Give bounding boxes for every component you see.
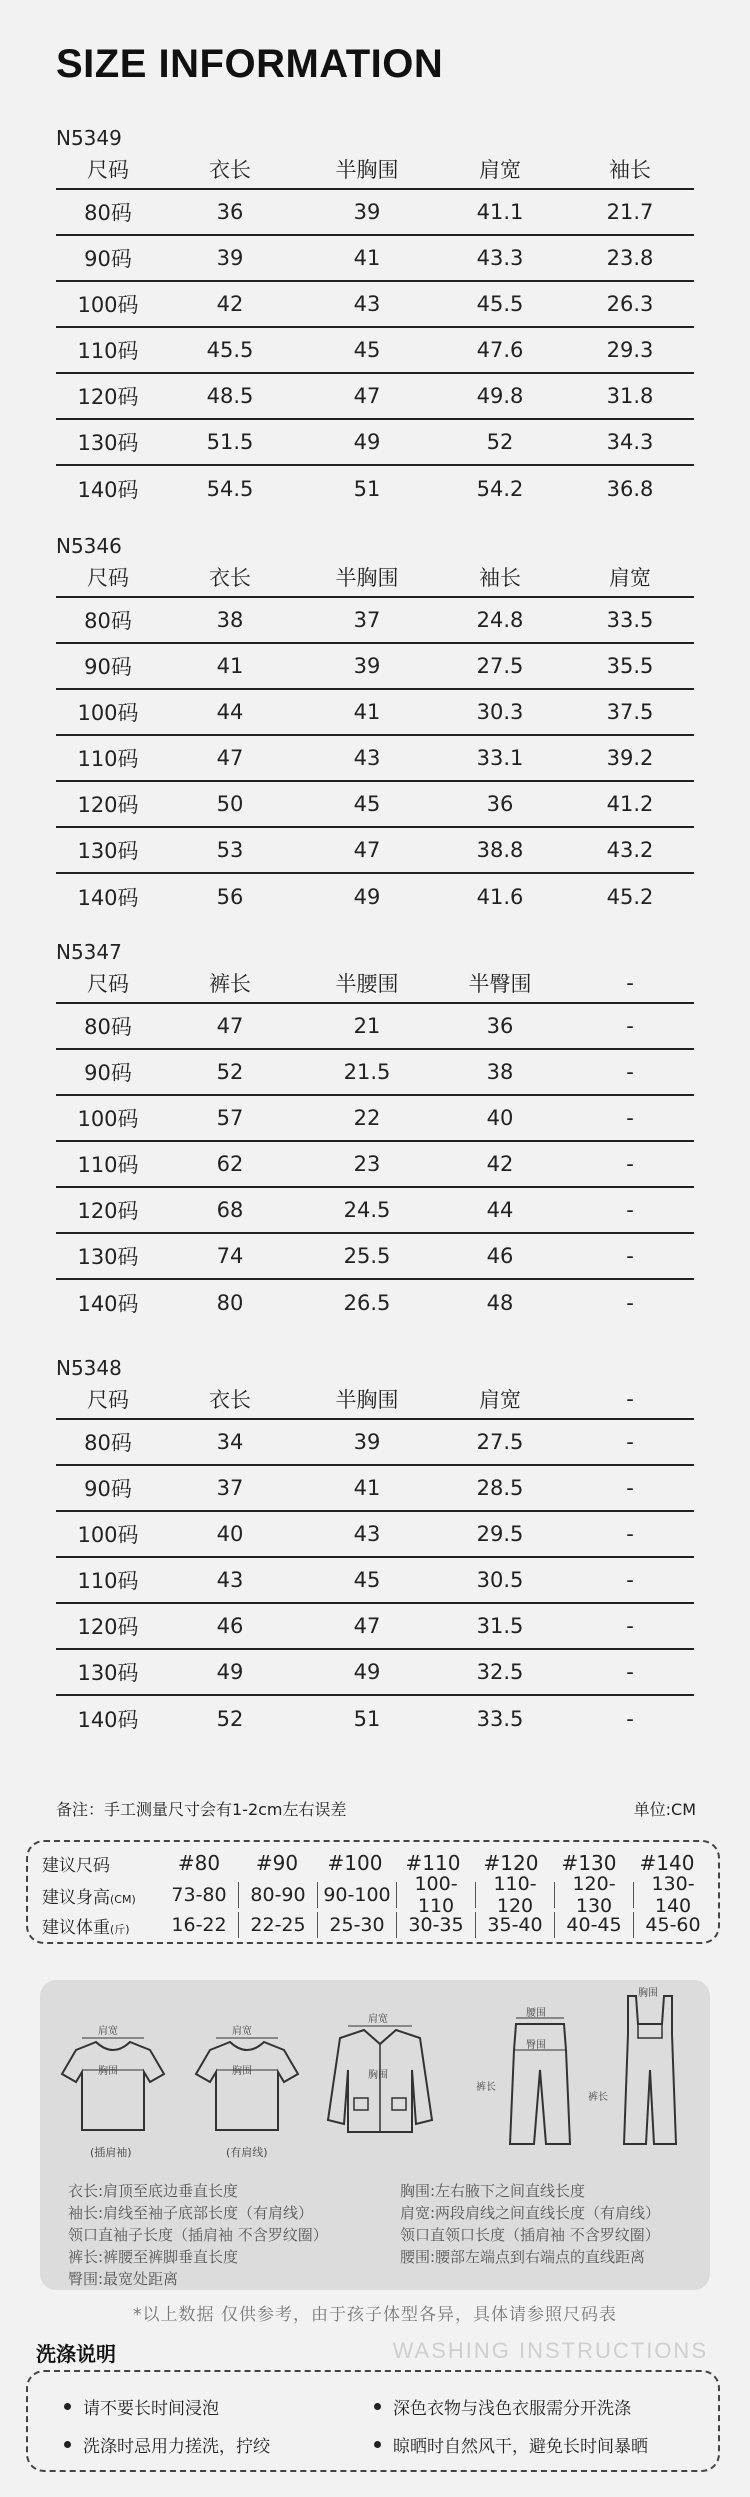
table-cell: 50 xyxy=(216,792,244,816)
table-cell: 41.2 xyxy=(606,792,654,816)
table-cell: 41 xyxy=(216,654,244,678)
table-row xyxy=(56,374,694,420)
table-cell: 24.5 xyxy=(343,1198,391,1222)
size-value: #140 xyxy=(639,1851,695,1875)
definition-line: 肩宽:两段肩线之间直线长度（有肩线） xyxy=(400,2204,661,2222)
height-label-text: 建议身高 xyxy=(42,1887,110,1908)
table-cell: 41.6 xyxy=(476,885,524,909)
table-cell: - xyxy=(626,1014,634,1038)
height-value: 73-80 xyxy=(171,1884,227,1906)
header-cell: 尺码 xyxy=(87,1388,129,1412)
table-row xyxy=(56,690,694,736)
table-row xyxy=(56,466,694,512)
table-cell: 52 xyxy=(486,430,514,454)
table-cell: 37 xyxy=(353,608,381,632)
table-cell: 22 xyxy=(353,1106,381,1130)
washing-item xyxy=(64,2394,219,2419)
weight-label-text: 建议体重 xyxy=(42,1917,110,1938)
table-cell: 130码 xyxy=(77,431,139,455)
washing-item-text: 晾晒时自然风干，避免长时间暴晒 xyxy=(393,2437,648,2457)
table-cell: 120码 xyxy=(77,793,139,817)
table-cell: 41 xyxy=(353,246,381,270)
washing-item-text: 请不要长时间浸泡 xyxy=(83,2399,219,2419)
measurement-note: 备注：手工测量尺寸会有1-2cm左右误差 xyxy=(56,1800,347,1819)
table-cell: - xyxy=(626,1476,634,1500)
note-row xyxy=(56,1797,696,1820)
table-row xyxy=(56,282,694,328)
table-cell: 31.8 xyxy=(606,384,654,408)
bullet-icon xyxy=(374,2441,381,2448)
table-cell: 49.8 xyxy=(476,384,524,408)
header-cell: 尺码 xyxy=(87,972,129,996)
table-cell: 46 xyxy=(216,1614,244,1638)
table-cell: 29.3 xyxy=(606,338,654,362)
table-cell: 26.3 xyxy=(606,292,654,316)
table-cell: 80 xyxy=(216,1291,244,1315)
table-cell: 36 xyxy=(486,792,514,816)
table-cell: 110码 xyxy=(77,747,139,771)
raglan-tshirt-figure xyxy=(58,2030,168,2140)
hip-label: 臀围 xyxy=(526,2040,546,2051)
table-cell: 42 xyxy=(486,1152,514,1176)
weight-unit: (斤) xyxy=(110,1922,130,1936)
table-cell: 74 xyxy=(216,1244,244,1268)
table-cell: 90码 xyxy=(84,1061,132,1085)
shoulder-tshirt-figure xyxy=(192,2030,302,2140)
table-cell: 53 xyxy=(216,838,244,862)
table-cell: 140码 xyxy=(77,1708,139,1732)
table-cell: - xyxy=(626,1106,634,1130)
table-cell: - xyxy=(626,1707,634,1731)
table-cell: 43 xyxy=(216,1568,244,1592)
table-row xyxy=(56,644,694,690)
table-cell: 30.5 xyxy=(476,1568,524,1592)
definition-line: 袖长:肩线至袖子底部长度（有肩线） xyxy=(68,2204,314,2222)
washing-item-text: 深色衣物与浅色衣服需分开洗涤 xyxy=(393,2399,631,2419)
table-cell: 100码 xyxy=(77,1107,139,1131)
table-cell: 34 xyxy=(216,1430,244,1454)
table-cell: 140码 xyxy=(77,886,139,910)
table-cell: 80码 xyxy=(84,609,132,633)
weight-value: 16-22 xyxy=(171,1914,227,1936)
table-cell: 130码 xyxy=(77,839,139,863)
table-cell: - xyxy=(626,1198,634,1222)
table-cell: 34.3 xyxy=(606,430,654,454)
size-value: #100 xyxy=(327,1851,383,1875)
washing-item xyxy=(374,2432,648,2457)
table-cell: 38 xyxy=(486,1060,514,1084)
table-cell: 38.8 xyxy=(476,838,524,862)
shoulder-label: 肩宽 xyxy=(368,2014,388,2025)
table-cell: - xyxy=(626,1291,634,1315)
page-title: SIZE INFORMATION xyxy=(56,42,444,86)
table-cell: - xyxy=(626,1430,634,1454)
table-cell: 68 xyxy=(216,1198,244,1222)
table-cell: 49 xyxy=(353,1660,381,1684)
size-table-n5347 xyxy=(56,940,694,1326)
table-header xyxy=(56,150,694,190)
table-cell: 48 xyxy=(486,1291,514,1315)
table-header xyxy=(56,1380,694,1420)
table-cell: 45 xyxy=(353,792,381,816)
header-cell: 尺码 xyxy=(87,158,129,182)
table-cell: 33.5 xyxy=(606,608,654,632)
chest-label: 胸围 xyxy=(98,2066,118,2077)
table-cell: 120码 xyxy=(77,1199,139,1223)
definition-line: 裤长:裤腰至裤脚垂直长度 xyxy=(68,2248,239,2266)
table-cell: 40 xyxy=(486,1106,514,1130)
washing-box xyxy=(26,2370,720,2472)
height-value: 80-90 xyxy=(250,1884,306,1906)
product-code: N5347 xyxy=(56,940,122,964)
table-cell: 36 xyxy=(216,200,244,224)
weight-value: 30-35 xyxy=(408,1914,464,1936)
table-row xyxy=(56,828,694,874)
pants-length-label: 裤长 xyxy=(588,2092,608,2103)
height-value: 130-140 xyxy=(651,1873,695,1917)
table-cell: 41.1 xyxy=(476,200,524,224)
table-cell: 37 xyxy=(216,1476,244,1500)
table-row xyxy=(56,420,694,466)
weight-value: 22-25 xyxy=(250,1914,306,1936)
table-cell: 51.5 xyxy=(206,430,254,454)
table-row xyxy=(56,1466,694,1512)
table-cell: 23 xyxy=(353,1152,381,1176)
recommend-height-row xyxy=(42,1873,712,1917)
header-cell: 衣长 xyxy=(209,158,251,182)
table-cell: 32.5 xyxy=(476,1660,524,1684)
table-cell: 120码 xyxy=(77,1615,139,1639)
table-cell: 110码 xyxy=(77,1153,139,1177)
header-cell: - xyxy=(626,971,634,995)
table-row xyxy=(56,1050,694,1096)
measurement-diagram xyxy=(40,1980,710,2290)
table-cell: 21.5 xyxy=(343,1060,391,1084)
table-row xyxy=(56,1142,694,1188)
table-row xyxy=(56,1420,694,1466)
table-row xyxy=(56,1004,694,1050)
height-value: 100-110 xyxy=(414,1873,458,1917)
table-cell: 130码 xyxy=(77,1245,139,1269)
size-table-n5348 xyxy=(56,1356,694,1742)
table-cell: 80码 xyxy=(84,1431,132,1455)
table-header xyxy=(56,964,694,1004)
recommend-weight-label xyxy=(42,1913,160,1938)
table-cell: 33.5 xyxy=(476,1707,524,1731)
product-code: N5349 xyxy=(56,126,122,150)
washing-item-text: 洗涤时忌用力搓洗，拧绞 xyxy=(83,2437,270,2457)
table-cell: 37.5 xyxy=(606,700,654,724)
table-cell: 43.2 xyxy=(606,838,654,862)
table-cell: 44 xyxy=(216,700,244,724)
table-row xyxy=(56,874,694,920)
table-cell: 57 xyxy=(216,1106,244,1130)
table-cell: 45.5 xyxy=(476,292,524,316)
table-cell: - xyxy=(626,1660,634,1684)
recommend-size-label: 建议尺码 xyxy=(42,1855,110,1876)
table-cell: 140码 xyxy=(77,478,139,502)
table-cell: 47 xyxy=(353,1614,381,1638)
table-cell: 26.5 xyxy=(343,1291,391,1315)
pants-figure xyxy=(500,2010,580,2150)
table-cell: 23.8 xyxy=(606,246,654,270)
table-cell: 43.3 xyxy=(476,246,524,270)
table-cell: 36.8 xyxy=(606,477,654,501)
washing-title-en: WASHING INSTRUCTIONS xyxy=(392,2338,708,2363)
table-row xyxy=(56,1096,694,1142)
table-cell: 47 xyxy=(353,384,381,408)
header-cell: 半胸围 xyxy=(335,158,399,182)
with-shoulder-caption: (有肩线) xyxy=(226,2146,268,2159)
header-cell: 衣长 xyxy=(209,1388,251,1412)
header-cell: 半臀围 xyxy=(468,972,532,996)
table-cell: 80码 xyxy=(84,1015,132,1039)
table-cell: 31.5 xyxy=(476,1614,524,1638)
table-row xyxy=(56,598,694,644)
unit-label: 单位:CM xyxy=(633,1800,696,1819)
table-cell: 51 xyxy=(353,1707,381,1731)
table-cell: 28.5 xyxy=(476,1476,524,1500)
table-row xyxy=(56,736,694,782)
table-cell: 44 xyxy=(486,1198,514,1222)
chest-label: 胸围 xyxy=(638,1988,658,1999)
table-cell: 47.6 xyxy=(476,338,524,362)
table-row xyxy=(56,328,694,374)
table-row xyxy=(56,1558,694,1604)
table-cell: 100码 xyxy=(77,701,139,725)
table-row xyxy=(56,236,694,282)
header-cell: 衣长 xyxy=(209,566,251,590)
table-cell: 46 xyxy=(486,1244,514,1268)
table-cell: 39 xyxy=(216,246,244,270)
shoulder-label: 肩宽 xyxy=(232,2026,252,2037)
header-cell: 半胸围 xyxy=(335,566,399,590)
table-cell: 42 xyxy=(216,292,244,316)
definitions-right xyxy=(400,2180,660,2268)
table-cell: 41 xyxy=(353,700,381,724)
table-cell: 39.2 xyxy=(606,746,654,770)
weight-value: 40-45 xyxy=(566,1914,622,1936)
table-cell: - xyxy=(626,1244,634,1268)
table-row xyxy=(56,1234,694,1280)
table-cell: 39 xyxy=(353,200,381,224)
size-value: #90 xyxy=(255,1851,299,1875)
table-cell: 43 xyxy=(353,1522,381,1546)
definition-line: 胸围:左右腋下之间直线长度 xyxy=(400,2182,586,2200)
table-cell: 51 xyxy=(353,477,381,501)
waist-label: 腰围 xyxy=(526,2008,546,2019)
header-cell: 裤长 xyxy=(209,972,251,996)
table-cell: 130码 xyxy=(77,1661,139,1685)
table-cell: 43 xyxy=(353,292,381,316)
table-cell: - xyxy=(626,1060,634,1084)
height-value: 120-130 xyxy=(572,1873,616,1917)
table-cell: 110码 xyxy=(77,339,139,363)
table-cell: 25.5 xyxy=(343,1244,391,1268)
overalls-figure xyxy=(610,1990,690,2150)
definition-line: 腰围:腰部左端点到右端点的直线距离 xyxy=(400,2248,646,2266)
definitions-left xyxy=(68,2180,328,2290)
table-header xyxy=(56,558,694,598)
table-cell: - xyxy=(626,1568,634,1592)
table-cell: 140码 xyxy=(77,1292,139,1316)
weight-value: 45-60 xyxy=(645,1914,701,1936)
product-code: N5348 xyxy=(56,1356,122,1380)
height-unit: (CM) xyxy=(110,1892,136,1906)
table-cell: 49 xyxy=(216,1660,244,1684)
table-row xyxy=(56,1604,694,1650)
table-cell: 110码 xyxy=(77,1569,139,1593)
product-code: N5346 xyxy=(56,534,122,558)
table-cell: 41 xyxy=(353,1476,381,1500)
header-cell: 半腰围 xyxy=(335,972,399,996)
table-cell: 49 xyxy=(353,885,381,909)
header-cell: 肩宽 xyxy=(609,566,651,590)
table-cell: 29.5 xyxy=(476,1522,524,1546)
table-cell: 49 xyxy=(353,430,381,454)
table-cell: 90码 xyxy=(84,1477,132,1501)
size-value: #80 xyxy=(177,1851,221,1875)
table-cell: 47 xyxy=(353,838,381,862)
table-row xyxy=(56,1696,694,1742)
table-row xyxy=(56,1280,694,1326)
table-cell: 27.5 xyxy=(476,654,524,678)
table-row xyxy=(56,1188,694,1234)
chest-label: 胸围 xyxy=(232,2066,252,2077)
bullet-icon xyxy=(64,2403,71,2410)
definition-line: 领口直袖子长度（插肩袖 不含罗纹圈） xyxy=(68,2226,328,2244)
bullet-icon xyxy=(374,2403,381,2410)
washing-title: 洗涤说明 xyxy=(36,2342,116,2366)
table-cell: 52 xyxy=(216,1060,244,1084)
washing-item xyxy=(64,2432,270,2457)
weight-value: 25-30 xyxy=(329,1914,385,1936)
table-cell: 90码 xyxy=(84,655,132,679)
table-cell: 54.5 xyxy=(206,477,254,501)
header-cell: 肩宽 xyxy=(479,1388,521,1412)
height-value: 90-100 xyxy=(323,1884,391,1906)
table-cell: 43 xyxy=(353,746,381,770)
table-cell: 33.1 xyxy=(476,746,524,770)
size-table-n5346 xyxy=(56,534,694,920)
table-cell: 56 xyxy=(216,885,244,909)
definition-line: 领口直领口长度（插肩袖 不含罗纹圈） xyxy=(400,2226,660,2244)
definition-line: 衣长:肩顶至底边垂直长度 xyxy=(68,2182,239,2200)
header-cell: 袖长 xyxy=(479,566,521,590)
table-cell: 120码 xyxy=(77,385,139,409)
header-cell: - xyxy=(626,1387,634,1411)
disclaimer: *以上数据 仅供参考，由于孩子体型各异，具体请参照尺码表 xyxy=(133,2305,617,2325)
chest-label: 胸围 xyxy=(368,2070,388,2081)
header-cell: 袖长 xyxy=(609,158,651,182)
table-row xyxy=(56,782,694,828)
raglan-caption: (插肩袖) xyxy=(90,2146,132,2159)
table-row xyxy=(56,1512,694,1558)
header-cell: 尺码 xyxy=(87,566,129,590)
table-row xyxy=(56,1650,694,1696)
table-cell: - xyxy=(626,1152,634,1176)
definition-line: 臀围:最宽处距离 xyxy=(68,2270,179,2288)
weight-value: 35-40 xyxy=(487,1914,543,1936)
table-cell: - xyxy=(626,1522,634,1546)
table-row xyxy=(56,190,694,236)
table-cell: 24.8 xyxy=(476,608,524,632)
table-cell: 21.7 xyxy=(606,200,654,224)
table-cell: 36 xyxy=(486,1014,514,1038)
header-cell: 肩宽 xyxy=(479,158,521,182)
table-cell: 27.5 xyxy=(476,1430,524,1454)
washing-item xyxy=(374,2394,631,2419)
table-cell: 62 xyxy=(216,1152,244,1176)
recommend-height-label xyxy=(42,1883,160,1908)
size-value: #120 xyxy=(483,1851,539,1875)
table-cell: 40 xyxy=(216,1522,244,1546)
table-cell: 39 xyxy=(353,654,381,678)
bullet-icon xyxy=(64,2441,71,2448)
table-cell: 35.5 xyxy=(606,654,654,678)
height-value: 110-120 xyxy=(493,1873,537,1917)
table-cell: 52 xyxy=(216,1707,244,1731)
table-cell: 39 xyxy=(353,1430,381,1454)
size-value: #130 xyxy=(561,1851,617,1875)
table-cell: 100码 xyxy=(77,293,139,317)
table-cell: 45.5 xyxy=(206,338,254,362)
size-value: #110 xyxy=(405,1851,461,1875)
shoulder-label: 肩宽 xyxy=(98,2026,118,2037)
table-cell: 48.5 xyxy=(206,384,254,408)
table-cell: 47 xyxy=(216,1014,244,1038)
table-cell: 90码 xyxy=(84,247,132,271)
table-cell: 45.2 xyxy=(606,885,654,909)
size-table-n5349 xyxy=(56,126,694,512)
table-cell: - xyxy=(626,1614,634,1638)
table-cell: 47 xyxy=(216,746,244,770)
pants-length-label: 裤长 xyxy=(476,2082,496,2093)
recommend-weight-row xyxy=(42,1910,712,1940)
table-cell: 80码 xyxy=(84,201,132,225)
table-cell: 21 xyxy=(353,1014,381,1038)
table-cell: 54.2 xyxy=(476,477,524,501)
table-cell: 30.3 xyxy=(476,700,524,724)
header-cell: 半胸围 xyxy=(335,1388,399,1412)
table-cell: 38 xyxy=(216,608,244,632)
recommend-box xyxy=(26,1840,720,1944)
table-cell: 100码 xyxy=(77,1523,139,1547)
table-cell: 45 xyxy=(353,1568,381,1592)
table-cell: 45 xyxy=(353,338,381,362)
